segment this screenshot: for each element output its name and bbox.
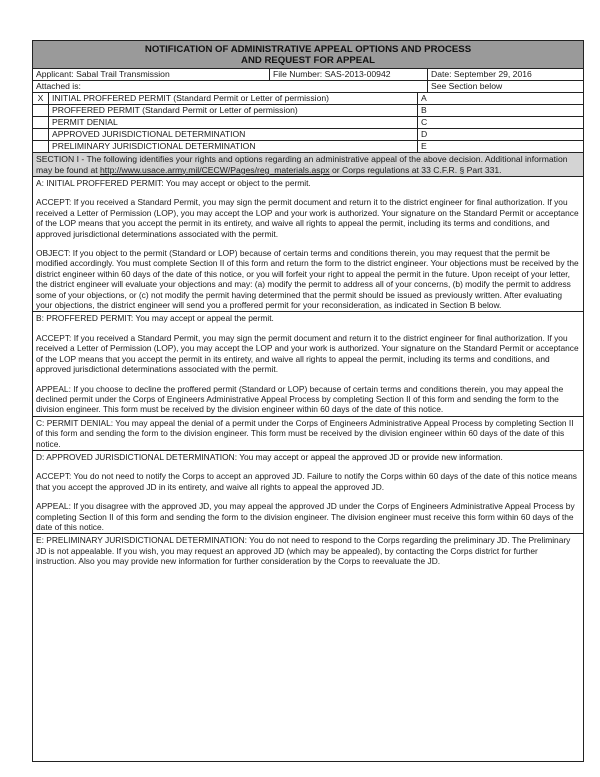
section-e-text: E: PRELIMINARY JURISDICTIONAL DETERMINATION: You do not need to respond to the Corps regarding the preliminary JD. The Preliminary JD is not appealable. If you wish, you may request an approved JD (which may be appealed), by contacting the Corps district for further instruction. Also you may provide new information for further consideration by the Corps to reevaluate the JD. xyxy=(36,535,571,567)
section-d-approved-jd xyxy=(33,451,583,534)
section-b-heading: B: PROFFERED PERMIT: You may accept or appeal the permit. xyxy=(36,313,274,324)
section-b-appeal: APPEAL: If you choose to decline the proffered permit (Standard or LOP) because of certain terms and conditions therein, you may appeal the declined permit under the Corps of Engineers Administrative Appeal Process by completing Section II of this form and sending the form to the division engineer. This form must be received by the division engineer within 60 days of the date of this notice. xyxy=(36,383,564,415)
attachment-checkbox[interactable] xyxy=(33,105,49,116)
form-title-line1: NOTIFICATION OF ADMINISTRATIVE APPEAL OPTIONS AND PROCESS xyxy=(144,44,472,55)
attachment-section-code: A xyxy=(421,93,427,103)
date-field: Date: September 29, 2016 xyxy=(431,69,532,79)
attachment-row xyxy=(33,117,583,129)
form-title xyxy=(33,41,583,69)
attachment-section-code: B xyxy=(421,105,427,115)
attached-label: Attached is: xyxy=(33,81,428,92)
section-e-preliminary-jd xyxy=(33,534,583,567)
attachment-row xyxy=(33,105,583,117)
section-c-permit-denial xyxy=(33,417,583,451)
header-row xyxy=(33,69,583,81)
attachment-label: INITIAL PROFFERED PERMIT (Standard Permit or Letter of permission) xyxy=(49,93,418,104)
attachment-checkbox[interactable] xyxy=(33,129,49,140)
section-c-text: C: PERMIT DENIAL: You may appeal the denial of a permit under the Corps of Engineers Administrative Appeal Process by completing Section II of this form and sending the form to the division engineer. This form must be received by the division engineer within 60 days of the date of this notice. xyxy=(36,417,574,449)
section-a-heading: A: INITIAL PROFFERED PERMIT: You may accept or object to the permit. xyxy=(36,178,311,188)
attachment-section-code: C xyxy=(421,117,428,127)
attachment-row xyxy=(33,141,583,153)
attachment-checkbox[interactable]: X xyxy=(33,93,49,104)
applicant-field: Applicant: Sabal Trail Transmission xyxy=(33,69,270,80)
attachment-row xyxy=(33,129,583,141)
section-d-appeal: APPEAL: If you disagree with the approved JD, you may appeal the approved JD under the Corps of Engineers Administrative Appeal Process by completing Section II of this form and sending the form to the division engineer. The division engineer must receive this form within 60 days of the date of this notice. xyxy=(36,501,575,532)
regulations-link[interactable]: http://www.usace.army.mil/CECW/Pages/reg_materials.aspx xyxy=(100,164,330,175)
attachment-label: APPROVED JURISDICTIONAL DETERMINATION xyxy=(49,129,418,140)
section-a-accept: ACCEPT: If you received a Standard Permit, you may sign the permit document and return it to the district engineer for final authorization. If you received a Letter of Permission (LOP), you may accept the LOP and your work is authorized. Your signature on the Standard Permit or acceptance of the LOP means that you accept the permit in its entirety, and waive all rights to appeal the permit, including its terms and conditions, and approved jurisdictional determinations associated with the permit. xyxy=(36,197,579,239)
attachment-label: PRELIMINARY JURISDICTIONAL DETERMINATION xyxy=(49,141,418,152)
attachment-section-code: D xyxy=(421,129,428,139)
attached-header-row xyxy=(33,81,583,93)
section-d-accept: ACCEPT: You do not need to notify the Corps to accept an approved JD. Failure to notify the Corps within 60 days of the date of this notice means that you accept the approved JD in its entirety, and waive all rights to appeal the approved JD. xyxy=(36,471,577,492)
appeal-form xyxy=(32,40,584,762)
section-d-heading: D: APPROVED JURISDICTIONAL DETERMINATION: You may accept or appeal the approved JD or provide new information. xyxy=(36,451,503,462)
section-1-citation: or Corps regulations at 33 C.F.R. § Part 331. xyxy=(329,164,502,175)
attachment-section-code: E xyxy=(421,141,427,151)
form-title-line2: AND REQUEST FOR APPEAL xyxy=(241,55,375,66)
attachment-row xyxy=(33,93,583,105)
attachment-label: PERMIT DENIAL xyxy=(49,117,418,128)
attachment-checkbox[interactable] xyxy=(33,117,49,128)
attachment-label: PROFFERED PERMIT (Standard Permit or Letter of permission) xyxy=(49,105,418,116)
section-a-object: OBJECT: If you object to the permit (Standard or LOP) because of certain terms and conditions therein, you may request that the permit be modified accordingly. You must complete Section II of this form and return the form to the district engineer. Your objections must be received by the district engineer within 60 days of the date of this notice, or you will forfeit your right to appeal the permit in the future. Upon receipt of your letter, the district engineer will evaluate your objections and may: (a) modify the permit to address all of your concerns, (b) modify the permit to address some of your objections, or (c) not modify the permit having determined that the permit should be issued as previously written. After evaluating your objections, the district engineer will send you a proffered permit for your reconsideration, as indicated in Section B below. xyxy=(36,248,579,311)
section-b-accept: ACCEPT: If you received a Standard Permit, you may sign the permit document and return it to the district engineer for final authorization. If you received a Letter of Permission (LOP), you may accept the LOP and your work is authorized. Your signature on the Standard Permit or acceptance of the LOP means that you accept the permit in its entirety, and waive all rights to appeal the permit, including its terms and conditions, and approved jurisdictional determinations associated with the permit. xyxy=(36,332,579,375)
attachment-checkbox[interactable] xyxy=(33,141,49,152)
section-1-text: SECTION I - The following identifies your rights and options regarding an administrative appeal of the above decision. Additional information may be found at xyxy=(36,154,568,175)
file-number-field: File Number: SAS-2013-00942 xyxy=(270,69,428,80)
section-a-initial-proffered-permit xyxy=(33,177,583,312)
section-b-proffered-permit xyxy=(33,312,583,416)
section-1-intro xyxy=(33,153,583,177)
see-section-label: See Section below xyxy=(431,81,503,91)
